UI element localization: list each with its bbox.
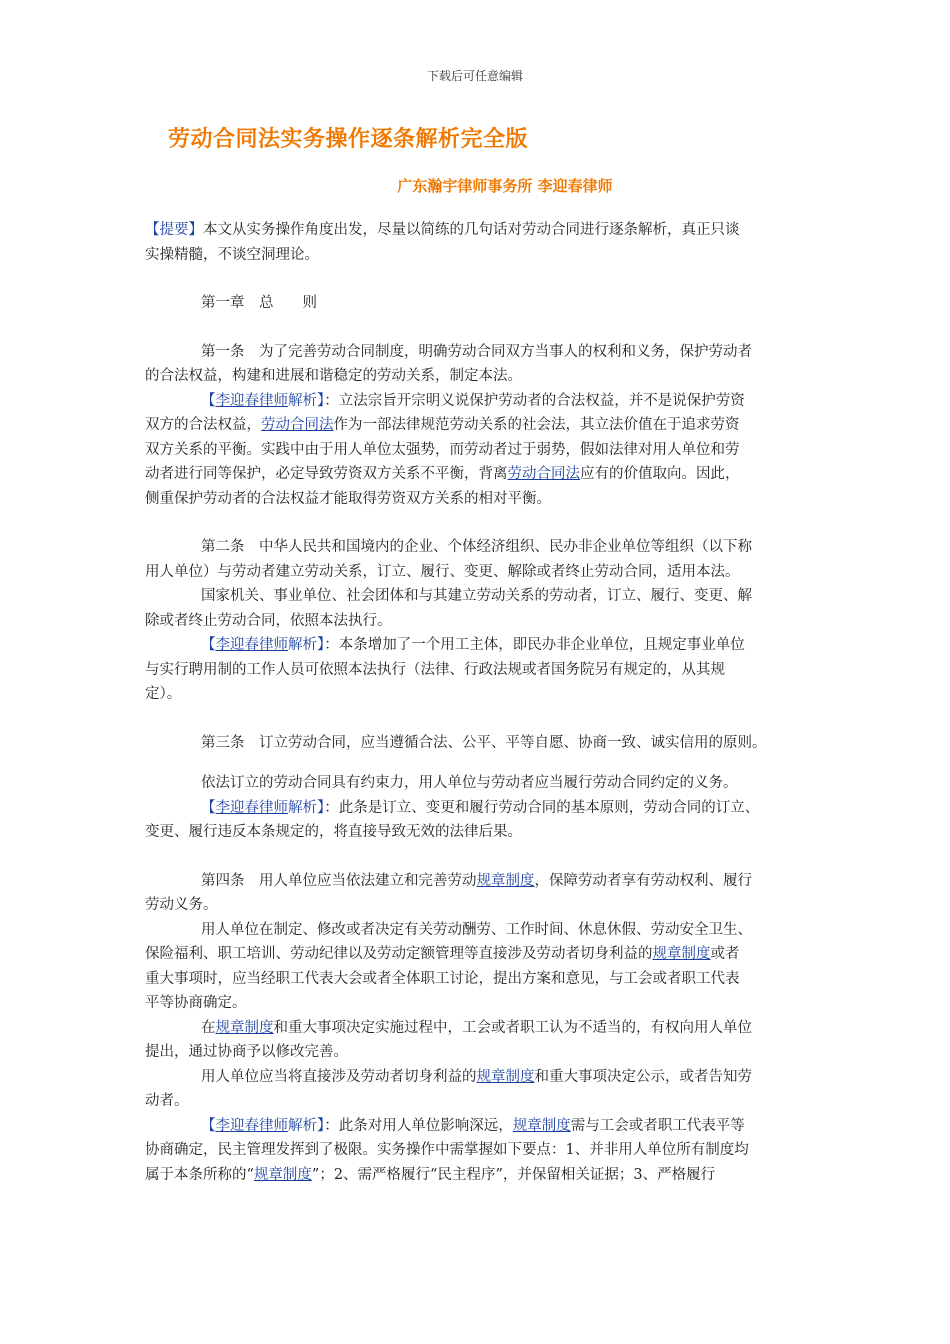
rules-link[interactable]: 规章制度 xyxy=(476,872,535,889)
article-text: 第二条 中华人民共和国境内的企业、个体经济组织、民办非企业单位等组织（以下称 xyxy=(201,539,752,555)
chapter-heading: 第一章 总 则 xyxy=(201,295,317,311)
law-link[interactable]: 劳动合同法 xyxy=(261,417,334,433)
article-text: 劳动义务。 xyxy=(145,897,218,913)
law-link[interactable]: 劳动合同法 xyxy=(507,466,580,482)
article-text: 第一条 为了完善劳动合同制度，明确劳动合同双方当事人的权利和义务，保护劳动者 xyxy=(201,343,752,360)
commentary-tag: 【李迎春律师解析】 xyxy=(201,1117,325,1134)
author-line: 广东瀚宇律师事务所 李迎春律师 xyxy=(397,177,613,195)
abstract-tag: 【提要】 xyxy=(145,222,203,238)
abstract-text: 实操精髓，不谈空洞理论。 xyxy=(145,246,319,263)
article-text: 用人单位在制定、修改或者决定有关劳动酬劳、工作时间、休息休假、劳动安全卫生、 xyxy=(201,921,752,938)
commentary-tag: 【李迎春律师解析】 xyxy=(201,799,325,816)
abstract-paragraph xyxy=(145,218,815,267)
article-text: 重大事项时，应当经职工代表大会或者全体职工讨论，提出方案和意见，与工会或者职工代表 xyxy=(145,970,740,987)
commentary-text: 侧重保护劳动者的合法权益才能取得劳资双方关系的相对平衡。 xyxy=(145,490,551,507)
author-link[interactable]: 李迎春律师 xyxy=(215,1117,288,1134)
rules-link[interactable]: 规章制度 xyxy=(652,946,711,962)
commentary-text: 协商确定，民主管理发挥到了极限。实务操作中需掌握如下要点：1、并非用人单位所有制度均 xyxy=(145,1142,749,1158)
document-title: 劳动合同法实务操作逐条解析完全版 xyxy=(168,127,529,152)
document-body xyxy=(145,218,815,1187)
commentary-text: 变更、履行违反本条规定的，将直接导致无效的法律后果。 xyxy=(145,824,522,840)
rules-link[interactable]: 规章制度 xyxy=(253,1166,312,1183)
article-text: 国家机关、事业单位、社会团体和与其建立劳动关系的劳动者，订立、履行、变更、解 xyxy=(201,588,752,604)
commentary-text: ：立法宗旨开宗明义说保护劳动者的合法权益，并不是说保护劳资 xyxy=(324,392,745,409)
article-1: 第一条 为了完善劳动合同制度，明确劳动合同双方当事人的权利和义务，保护劳动者 的合法权益，构建和进展和谐稳定的劳动关系，制定本法。 【李迎春律师解析】：立法宗旨开宗明义说保护劳动者的合法权益，并不是说保护劳资 双方的合法权益，劳动合同法作为一部法律规范劳动关系的社会法，其立法价值在于追求劳资 双方关系的平衡。实践中由于用人单位太强势，而劳动者过于弱势，假如法律对用人单位和劳 动者进行同等保护，必定导致劳资双方关系不平衡，背离劳动合同法应有的价值取向。因此， 侧重保护劳动者的合法权益才能取得劳资双方关系的相对平衡。 xyxy=(145,340,815,512)
author-link[interactable]: 李迎春律师 xyxy=(215,392,288,409)
abstract-text: 本文从实务操作角度出发，尽量以简练的几句话对劳动合同进行逐条解析，真正只谈 xyxy=(203,222,740,238)
commentary-text: 与实行聘用制的工作人员可依照本法执行（法律、行政法规或者国务院另有规定的，从其规 xyxy=(145,661,725,678)
author-link[interactable]: 李迎春律师 xyxy=(215,799,288,816)
article-text: 平等协商确定。 xyxy=(145,995,247,1011)
article-text: 动者。 xyxy=(145,1093,189,1109)
rules-link[interactable]: 规章制度 xyxy=(215,1019,274,1036)
author-link[interactable]: 李迎春律师 xyxy=(215,637,288,653)
article-text: 提出，通过协商予以修改完善。 xyxy=(145,1044,348,1060)
rules-link[interactable]: 规章制度 xyxy=(476,1068,535,1085)
article-text: 依法订立的劳动合同具有约束力，用人单位与劳动者应当履行劳动合同约定的义务。 xyxy=(201,775,738,791)
article-text: 的合法权益，构建和进展和谐稳定的劳动关系，制定本法。 xyxy=(145,368,522,384)
rules-link[interactable]: 规章制度 xyxy=(512,1117,571,1134)
article-text: 用人单位）与劳动者建立劳动关系，订立、履行、变更、解除或者终止劳动合同，适用本法。 xyxy=(145,563,740,580)
document-subtitle xyxy=(0,175,950,196)
article-4: 第四条 用人单位应当依法建立和完善劳动规章制度，保障劳动者享有劳动权利、履行 劳动义务。 用人单位在制定、修改或者决定有关劳动酬劳、工作时间、休息休假、劳动安全卫生、 保险福利、职工培训、劳动纪律以及劳动定额管理等直接涉及劳动者切身利益的规章制度或者 重大事项时，应当经职工代表大会或者全体职工讨论，提出方案和意见，与工会或者职工代表 平等协商确定。 在规章制度和重大事项决定实施过程中，工会或者职工认为不适当的，有权向用人单位 提出，通过协商予以修改完善。 用人单位应当将直接涉及劳动者切身利益的规章制度和重大事项决定公示，或者告知劳 动者。 【李迎春律师解析】：此条对用人单位影响深远，规章制度需与工会或者职工代表平等 协商确定，民主管理发挥到了极限。实务操作中需掌握如下要点：1、并非用人单位所有制度均 属于本条所称的“规章制度”；2、需严格履行“民主程序”，并保留相关证据；3、严格履行 xyxy=(145,869,815,1188)
article-3: 第三条 订立劳动合同，应当遵循合法、公平、平等自愿、协商一致、诚实信用的原则。 依法订立的劳动合同具有约束力，用人单位与劳动者应当履行劳动合同约定的义务。 【李迎春律师解析】：此条是订立、变更和履行劳动合同的基本原则，劳动合同的订立、 变更、履行违反本条规定的，将直接导致无效的法律后果。 xyxy=(145,731,815,845)
commentary-text: 双方关系的平衡。实践中由于用人单位太强势，而劳动者过于弱势，假如法律对用人单位和劳 xyxy=(145,441,740,458)
article-text: 除或者终止劳动合同，依照本法执行。 xyxy=(145,612,392,629)
header-note: 下载后可任意编辑 xyxy=(426,69,523,83)
commentary-tag: 【李迎春律师解析】 xyxy=(201,637,325,653)
article-2: 第二条 中华人民共和国境内的企业、个体经济组织、民办非企业单位等组织（以下称 用人单位）与劳动者建立劳动关系，订立、履行、变更、解除或者终止劳动合同，适用本法。 国家机关、事业单位、社会团体和与其建立劳动关系的劳动者，订立、履行、变更、解 除或者终止劳动合同，依照本法执行。 【李迎春律师解析】：本条增加了一个用工主体，即民办非企业单位，且规定事业单位 与实行聘用制的工作人员可依照本法执行（法律、行政法规或者国务院另有规定的，从其规 定）。 xyxy=(145,535,815,707)
commentary-text: 定）。 xyxy=(145,686,182,702)
article-text: 第三条 订立劳动合同，应当遵循合法、公平、平等自愿、协商一致、诚实信用的原则。 xyxy=(201,734,767,751)
commentary-tag: 【李迎春律师解析】 xyxy=(201,392,325,409)
